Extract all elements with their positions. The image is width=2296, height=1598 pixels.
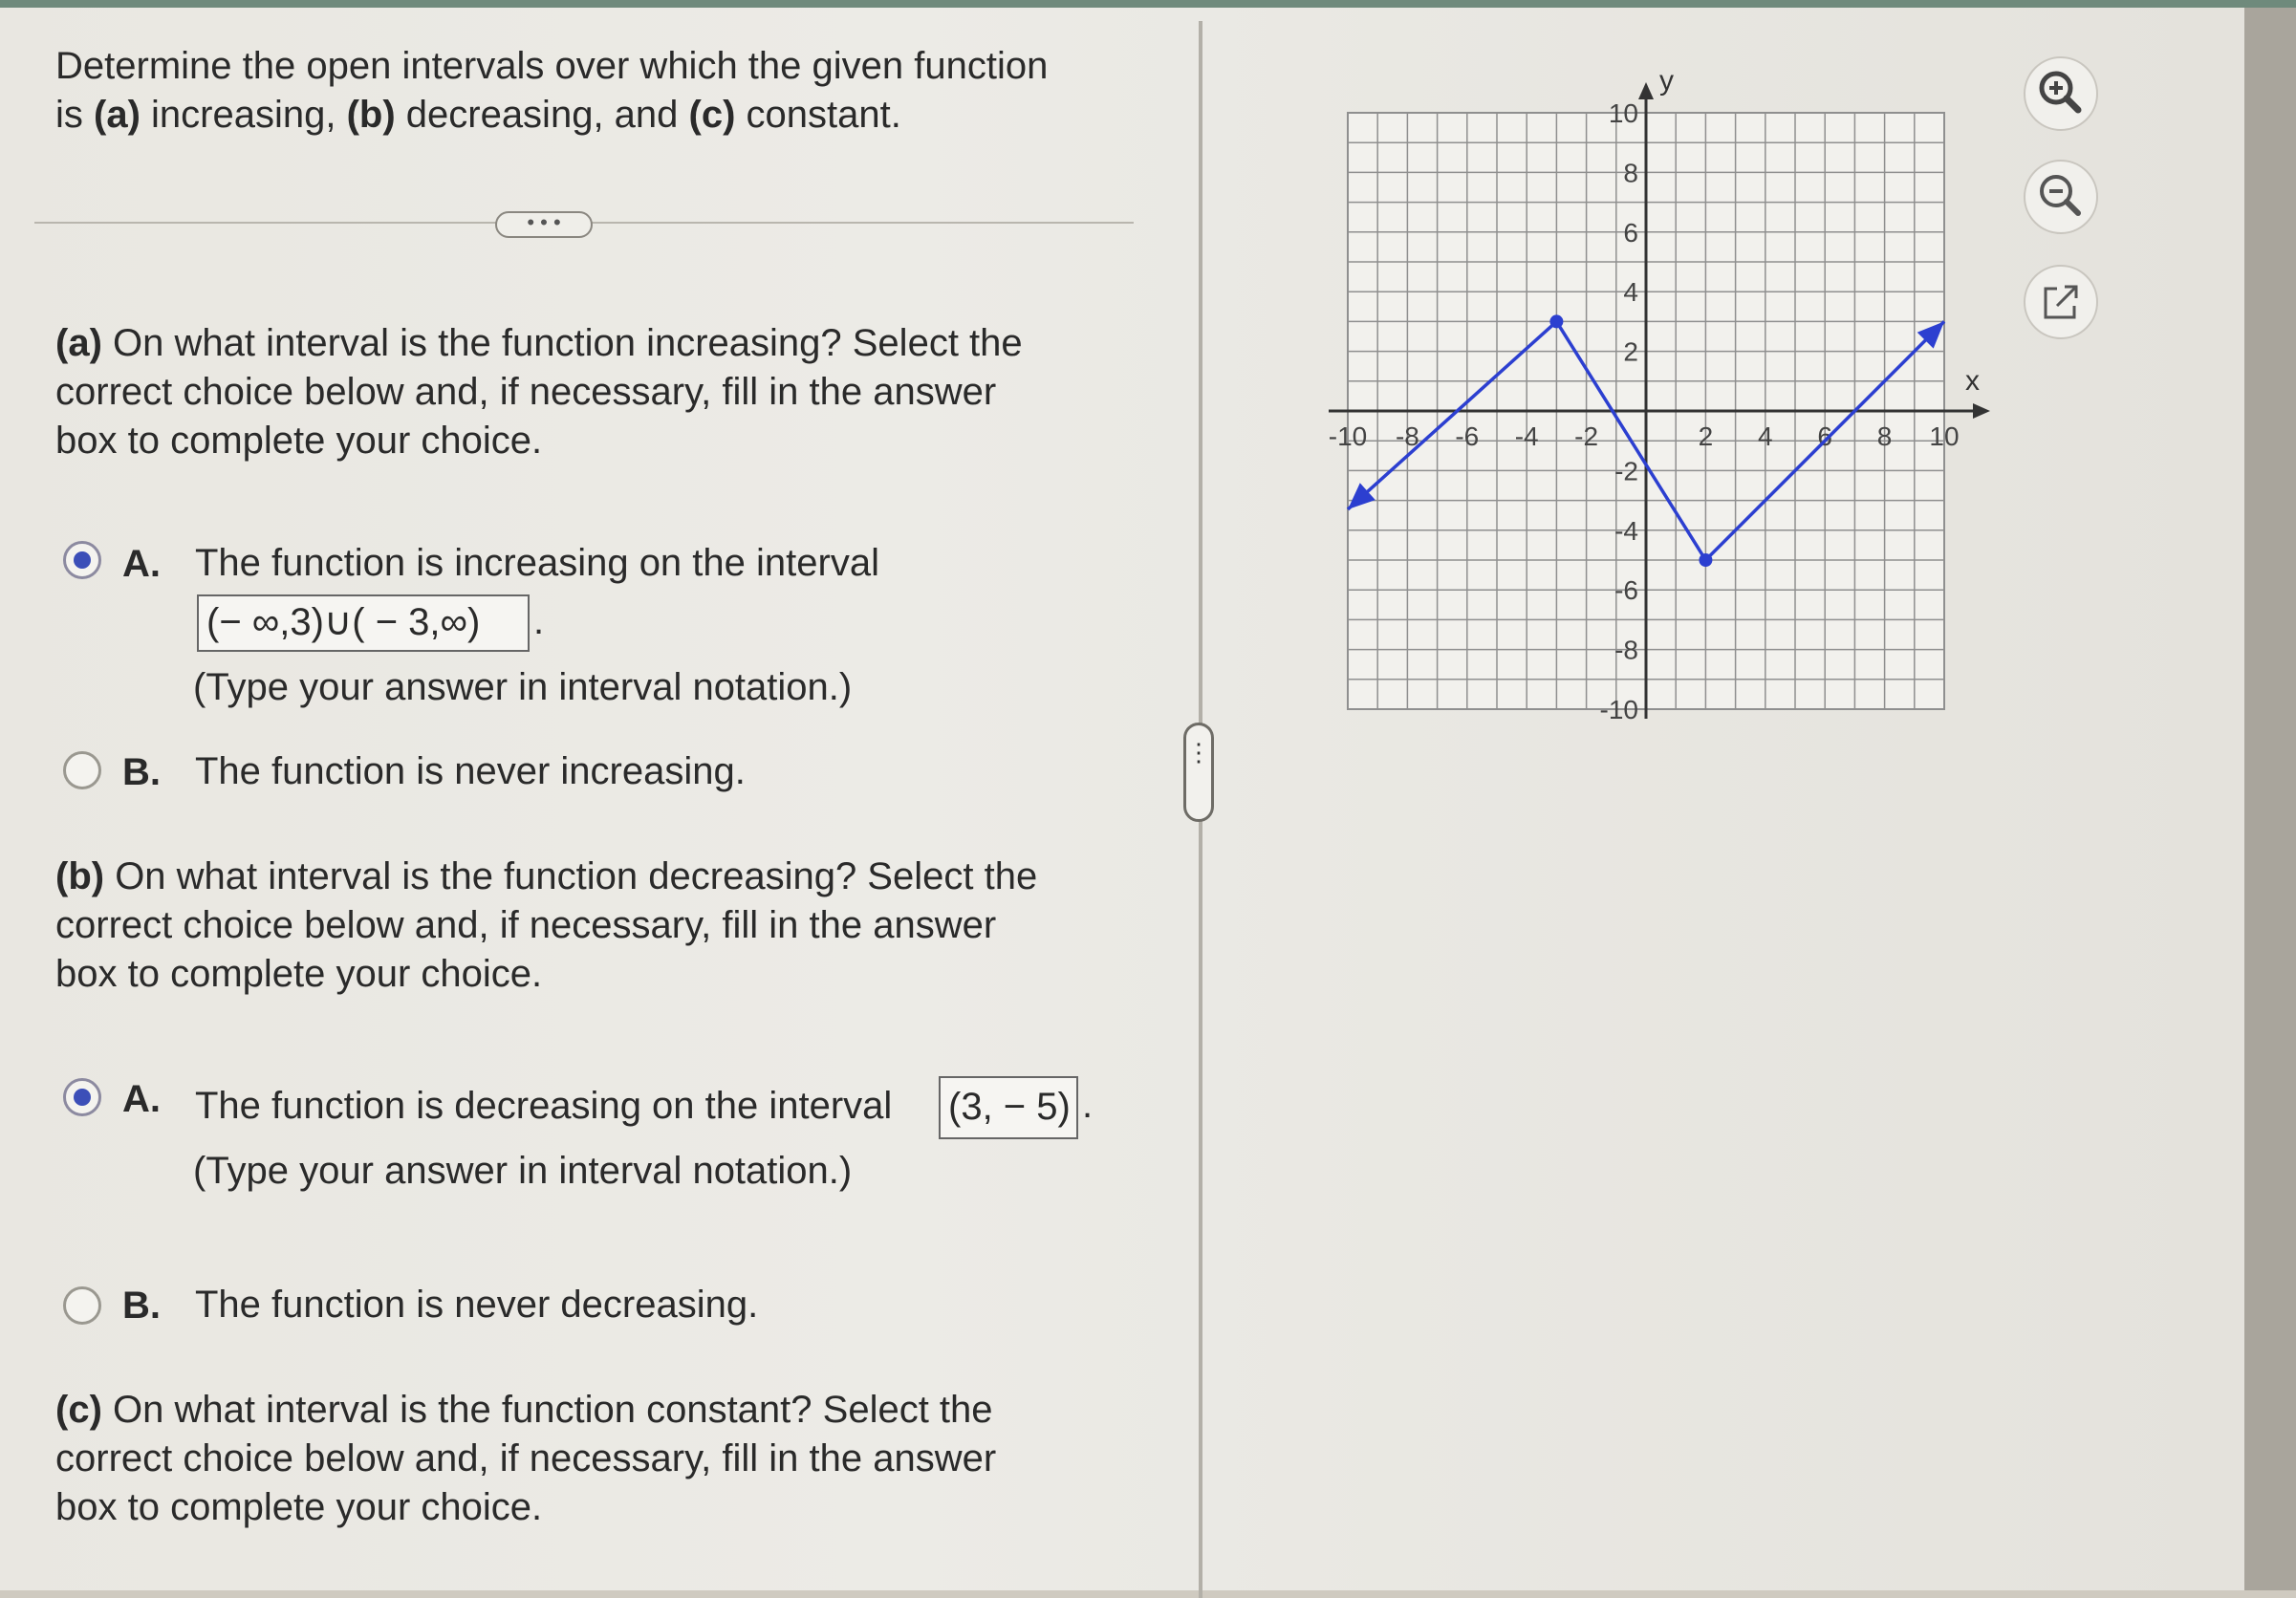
prompt-tag-b: (b) bbox=[346, 94, 396, 136]
part-a-answer-period: . bbox=[533, 600, 545, 642]
x-tick-label: -2 bbox=[1574, 421, 1599, 451]
y-tick-label: -6 bbox=[1614, 575, 1638, 606]
prompt-tag-c: (c) bbox=[688, 94, 736, 136]
part-b-option-b-text: The function is never decreasing. bbox=[195, 1284, 759, 1326]
part-b-option-a-letter: A. bbox=[122, 1078, 161, 1120]
part-c-line-1: On what interval is the function constant? Select the bbox=[101, 1389, 993, 1431]
x-tick-label: 10 bbox=[1929, 421, 1960, 451]
prompt-is: is bbox=[55, 94, 94, 136]
part-b-answer-period: . bbox=[1082, 1084, 1094, 1126]
part-a-option-b-text: The function is never increasing. bbox=[195, 750, 746, 792]
part-b-option-b-letter: B. bbox=[122, 1285, 161, 1327]
part-b-line-1: On what interval is the function decreasing? Select the bbox=[104, 855, 1038, 897]
vertex-point bbox=[1549, 314, 1563, 328]
part-a-line-2: correct choice below and, if necessary, fill in the answer bbox=[55, 371, 997, 413]
part-b-answer-input[interactable]: (3, − 5) bbox=[939, 1076, 1078, 1139]
part-b-prompt bbox=[55, 853, 1037, 999]
y-tick-label: 6 bbox=[1623, 217, 1638, 248]
x-tick-label: 4 bbox=[1758, 421, 1773, 451]
y-tick-label: 8 bbox=[1623, 158, 1638, 188]
prompt-constant: constant. bbox=[735, 94, 901, 136]
x-tick-label: 6 bbox=[1817, 421, 1832, 451]
prompt-decreasing: decreasing, and bbox=[395, 94, 689, 136]
function-graph bbox=[1310, 46, 2017, 734]
y-tick-label: -8 bbox=[1614, 635, 1638, 665]
x-tick-label: -10 bbox=[1328, 421, 1368, 451]
screen-bezel bbox=[2244, 8, 2296, 1590]
x-tick-label: 2 bbox=[1698, 421, 1714, 451]
prompt-line-1: Determine the open intervals over which the given function bbox=[55, 45, 1049, 87]
part-a-line-3: box to complete your choice. bbox=[55, 420, 543, 462]
part-c-line-2: correct choice below and, if necessary, fill in the answer bbox=[55, 1437, 997, 1479]
x-tick-label: -4 bbox=[1514, 421, 1539, 451]
question-panel bbox=[0, 8, 1195, 1590]
zoom-in-icon bbox=[2023, 55, 2099, 132]
y-axis-label: y bbox=[1659, 65, 1674, 97]
resize-handle[interactable]: ⋮ bbox=[1183, 723, 1214, 822]
y-tick-label: 10 bbox=[1608, 98, 1638, 128]
question-prompt bbox=[55, 42, 1048, 140]
y-axis-arrow bbox=[1638, 82, 1654, 99]
part-c-tag: (c) bbox=[55, 1389, 102, 1431]
zoom-out-button[interactable] bbox=[2023, 159, 2099, 235]
y-tick-label: -4 bbox=[1614, 515, 1638, 546]
part-a-option-a-letter: A. bbox=[122, 543, 161, 585]
part-b-line-3: box to complete your choice. bbox=[55, 953, 543, 995]
part-a-option-b-letter: B. bbox=[122, 751, 161, 793]
zoom-out-icon bbox=[2023, 159, 2099, 235]
prompt-tag-a: (a) bbox=[94, 94, 141, 136]
part-a-option-b-radio[interactable] bbox=[63, 751, 101, 789]
part-b-option-a-hint: (Type your answer in interval notation.) bbox=[193, 1150, 853, 1192]
x-tick-label: -8 bbox=[1395, 421, 1419, 451]
part-a-option-a-hint: (Type your answer in interval notation.) bbox=[193, 666, 853, 708]
part-b-line-2: correct choice below and, if necessary, fill in the answer bbox=[55, 904, 997, 946]
part-b-option-b-radio[interactable] bbox=[63, 1286, 101, 1325]
question-screen bbox=[0, 8, 2244, 1590]
x-axis-arrow bbox=[1973, 403, 1990, 419]
part-a-prompt bbox=[55, 319, 1023, 465]
y-tick-label: -10 bbox=[1599, 695, 1638, 724]
window-top-bar bbox=[0, 0, 2296, 8]
vertex-point bbox=[1699, 553, 1712, 567]
x-tick-label: -6 bbox=[1455, 421, 1480, 451]
part-a-line-1: On what interval is the function increasing? Select the bbox=[101, 322, 1023, 364]
part-b-option-a-radio[interactable] bbox=[63, 1078, 101, 1116]
y-tick-label: 4 bbox=[1623, 277, 1638, 308]
y-tick-label: 2 bbox=[1623, 336, 1638, 367]
part-c-prompt bbox=[55, 1386, 996, 1532]
x-tick-label: 8 bbox=[1876, 421, 1893, 451]
part-a-answer-input[interactable]: (− ∞,3)∪( − 3,∞) bbox=[197, 594, 530, 652]
prompt-increasing: increasing, bbox=[140, 94, 347, 136]
part-a-option-a-text: The function is increasing on the interval bbox=[195, 542, 879, 584]
x-axis-label: x bbox=[1965, 365, 1980, 397]
more-button[interactable]: • • • bbox=[495, 211, 593, 238]
y-tick-label: -2 bbox=[1614, 456, 1638, 486]
part-a-option-a-radio[interactable] bbox=[63, 541, 101, 579]
part-a-tag: (a) bbox=[55, 322, 102, 364]
popout-button[interactable] bbox=[2023, 264, 2099, 340]
external-link-icon bbox=[2023, 264, 2099, 340]
zoom-in-button[interactable] bbox=[2023, 55, 2099, 132]
part-c-line-3: box to complete your choice. bbox=[55, 1486, 543, 1528]
part-b-option-a-text: The function is decreasing on the interval bbox=[195, 1085, 893, 1127]
part-b-tag: (b) bbox=[55, 855, 105, 897]
